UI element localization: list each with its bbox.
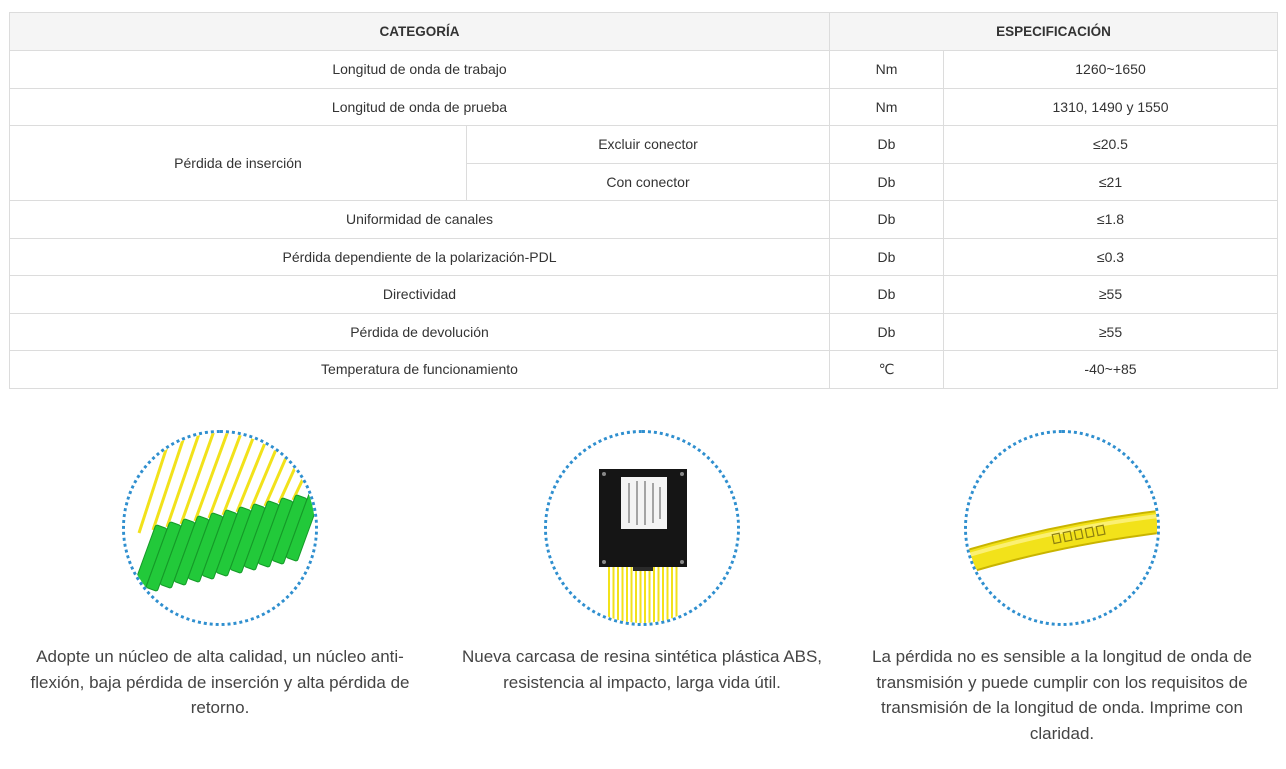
table-row — [10, 201, 1278, 239]
table-row — [10, 51, 1278, 89]
row-value: 1310, 1490 y 1550 — [944, 88, 1278, 126]
spec-table — [9, 12, 1278, 389]
row-value: ≤20.5 — [944, 126, 1278, 164]
table-row — [10, 351, 1278, 389]
feature-caption: La pérdida no es sensible a la longitud de onda de transmisión y puede cumplir con los requisitos de transmisión de la longitud de onda. Imprime con claridad. — [872, 647, 1252, 743]
table-row — [10, 313, 1278, 351]
connectors-illustration — [125, 433, 315, 623]
row-unit: Db — [830, 201, 944, 239]
feature-caption: Nueva carcasa de resina sintética plástica ABS, resistencia al impacto, larga vida útil. — [461, 647, 823, 692]
sc-apc-connectors-photo — [122, 430, 318, 626]
feature-caption: Adopte un núcleo de alta calidad, un núcleo anti-flexión, baja pérdida de inserción y alta pérdida de retorno. — [30, 647, 410, 717]
row-value: ≤0.3 — [944, 238, 1278, 276]
row-category: Longitud de onda de prueba — [10, 88, 830, 126]
row-unit: Db — [830, 126, 944, 164]
row-category: Pérdida de devolución — [10, 313, 830, 351]
header-specification: ESPECIFICACIÓN — [830, 13, 1278, 51]
box-splitter-illustration — [547, 433, 737, 623]
row-value: ≥55 — [944, 276, 1278, 314]
table-row — [10, 276, 1278, 314]
row-category: Temperatura de funcionamiento — [10, 351, 830, 389]
row-unit: Nm — [830, 51, 944, 89]
abs-box-splitter-photo — [544, 430, 740, 626]
table-row — [10, 88, 1278, 126]
row-value: ≥55 — [944, 313, 1278, 351]
feature-item — [20, 430, 420, 721]
row-unit: Db — [830, 163, 944, 201]
row-category: Longitud de onda de trabajo — [10, 51, 830, 89]
row-category: Pérdida dependiente de la polarización-PDL — [10, 238, 830, 276]
row-unit: Db — [830, 313, 944, 351]
header-category: CATEGORÍA — [10, 13, 830, 51]
feature-item — [442, 430, 842, 695]
row-subcategory: Excluir conector — [467, 126, 830, 164]
row-value: ≤1.8 — [944, 201, 1278, 239]
fiber-cable-illustration — [967, 433, 1157, 623]
row-unit: ℃ — [830, 351, 944, 389]
table-row — [10, 126, 1278, 164]
row-value: -40~+85 — [944, 351, 1278, 389]
table-row — [10, 238, 1278, 276]
row-unit: Nm — [830, 88, 944, 126]
row-subcategory: Con conector — [467, 163, 830, 201]
row-value: 1260~1650 — [944, 51, 1278, 89]
table-header-row — [10, 13, 1278, 51]
yellow-fiber-cable-photo — [964, 430, 1160, 626]
feature-item — [862, 430, 1262, 746]
row-category: Directividad — [10, 276, 830, 314]
row-category: Uniformidad de canales — [10, 201, 830, 239]
row-unit: Db — [830, 238, 944, 276]
row-category: Pérdida de inserción — [10, 126, 467, 201]
row-unit: Db — [830, 276, 944, 314]
row-value: ≤21 — [944, 163, 1278, 201]
